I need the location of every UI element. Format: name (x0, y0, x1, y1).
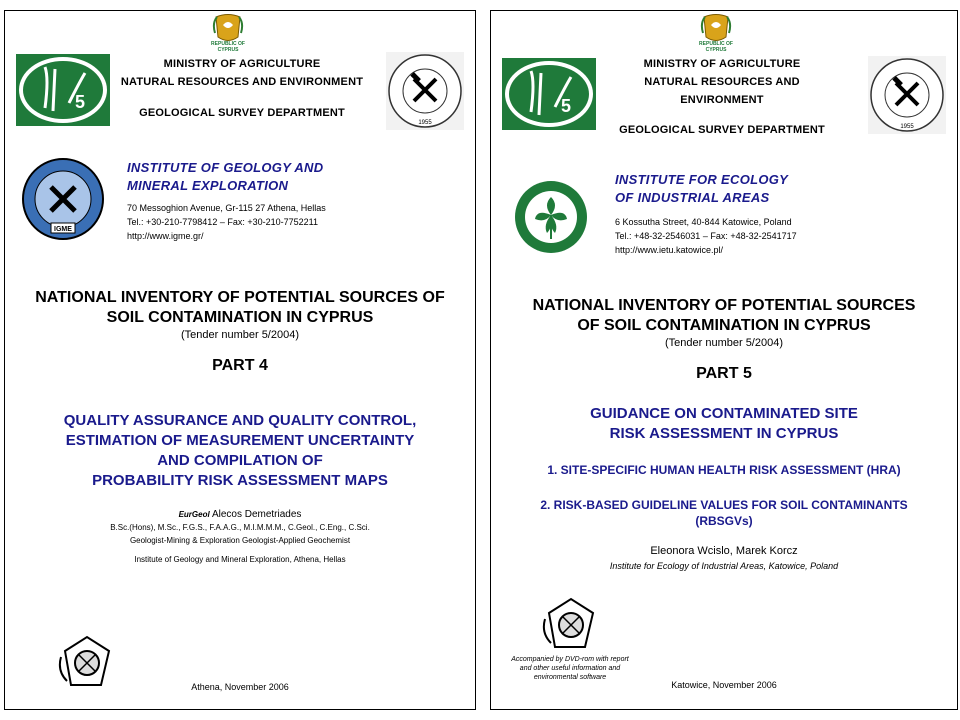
ministry-line: MINISTRY OF AGRICULTURE (163, 58, 321, 70)
author-institution: Institute of Geology and Mineral Exploration, Athena, Hellas (134, 555, 346, 564)
map-compass-icon (541, 593, 601, 653)
author-name: Alecos Demetriades (211, 509, 302, 520)
ministry-line: MINISTRY OF AGRICULTURE (643, 58, 801, 70)
item-2-line: (RBSGVs) (695, 514, 753, 528)
subtitle-line: GUIDANCE ON CONTAMINATED SITE (590, 405, 858, 422)
dvd-note-line: Accompanied by DVD-rom with report (511, 656, 629, 663)
ministry-line: ENVIRONMENT (680, 94, 764, 106)
title-line: NATIONAL INVENTORY OF POTENTIAL SOURCES OF (35, 289, 445, 306)
department-name: GEOLOGICAL SURVEY DEPARTMENT (619, 124, 825, 136)
institute-block (127, 159, 467, 243)
institute-block (615, 171, 955, 257)
author-role: Geologist-Mining & Exploration Geologist-Applied Geochemist (129, 536, 351, 545)
institute-address: 70 Messoghion Avenue, Gr-115 27 Athena, Hellas (127, 203, 326, 213)
geological-survey-seal (385, 51, 465, 131)
institute-url[interactable]: http://www.igme.gr/ (127, 231, 204, 241)
author-credentials: B.Sc.(Hons), M.Sc., F.G.S., F.A.A.G., M.I.M.M.M., C.Geol., C.Eng., C.Sci. (110, 523, 370, 532)
ministry-header (607, 55, 837, 139)
geological-survey-seal (867, 55, 947, 135)
institute-name: MINERAL EXPLORATION (127, 178, 289, 193)
institute-name: INSTITUTE OF GEOLOGY AND (127, 160, 324, 175)
content-item-2 (491, 497, 957, 529)
cyprus-coat-of-arms (211, 13, 245, 53)
institute-name: INSTITUTE FOR ECOLOGY (615, 172, 789, 187)
institute-url[interactable]: http://www.ietu.katowice.pl/ (615, 245, 724, 255)
part-subtitle (491, 404, 957, 444)
ministry-header (111, 55, 373, 122)
tender-number: (Tender number 5/2004) (664, 337, 783, 349)
subtitle-line: PROBABILITY RISK ASSESSMENT MAPS (92, 472, 388, 489)
seal-year: 1955 (900, 124, 914, 130)
dvd-note-line: environmental software (533, 674, 607, 681)
publication-date: Katowice, November 2006 (671, 680, 777, 690)
dvd-note-line: and other useful information and (519, 665, 621, 672)
seal-year: 1955 (418, 120, 432, 126)
subtitle-line: QUALITY ASSURANCE AND QUALITY CONTROL, (63, 412, 417, 429)
publication-date: Athena, November 2006 (191, 682, 289, 692)
right-report-cover (490, 10, 958, 710)
report-title (491, 296, 957, 336)
coat-label: REPUBLIC OF CYPRUS (699, 41, 733, 53)
author-block (5, 508, 475, 566)
ministry-emblem (15, 53, 111, 127)
coat-label: REPUBLIC OF CYPRUS (211, 41, 245, 53)
igme-seal-abbr: IGME (54, 226, 72, 233)
part-label: PART 4 (212, 357, 268, 374)
subtitle-line: AND COMPILATION OF (157, 452, 323, 469)
subtitle-line: RISK ASSESSMENT IN CYPRUS (609, 425, 839, 442)
ministry-line: NATURAL RESOURCES AND ENVIRONMENT (120, 76, 364, 88)
title-line: NATIONAL INVENTORY OF POTENTIAL SOURCES (532, 297, 916, 314)
ministry-line: NATURAL RESOURCES AND (644, 76, 800, 88)
part-label: PART 5 (696, 365, 752, 382)
dvd-note (495, 655, 645, 682)
institute-phone: Tel.: +30-210-7798412 – Fax: +30-210-7752211 (127, 217, 318, 227)
ietu-logo (513, 179, 589, 255)
authors: Eleonora Wcislo, Marek Korcz (650, 545, 798, 557)
igme-seal (21, 157, 105, 241)
cyprus-coat-of-arms (699, 13, 733, 53)
ministry-emblem (501, 57, 597, 131)
tender-number: (Tender number 5/2004) (180, 329, 299, 341)
department-name: GEOLOGICAL SURVEY DEPARTMENT (139, 107, 345, 119)
svg-text:5: 5 (75, 92, 86, 112)
item-2-line: 2. RISK-BASED GUIDELINE VALUES FOR SOIL CONTAMINANTS (540, 498, 908, 512)
institute-phone: Tel.: +48-32-2546031 – Fax: +48-32-2541717 (615, 231, 797, 241)
svg-text:5: 5 (561, 96, 572, 116)
author-institution: Institute for Ecology of Industrial Areas, Katowice, Poland (609, 561, 839, 571)
title-line: SOIL CONTAMINATION IN CYPRUS (106, 309, 374, 326)
part-subtitle (5, 411, 475, 491)
left-report-cover (4, 10, 476, 710)
subtitle-line: ESTIMATION OF MEASUREMENT UNCERTAINTY (65, 432, 415, 449)
author-prefix: EurGeol (178, 510, 210, 519)
title-line: OF SOIL CONTAMINATION IN CYPRUS (577, 317, 871, 334)
content-item-1: 1. SITE-SPECIFIC HUMAN HEALTH RISK ASSESSMENT (HRA) (547, 463, 901, 477)
report-title (5, 288, 475, 328)
institute-name: OF INDUSTRIAL AREAS (615, 190, 770, 205)
institute-address: 6 Kossutha Street, 40-844 Katowice, Poland (615, 217, 792, 227)
